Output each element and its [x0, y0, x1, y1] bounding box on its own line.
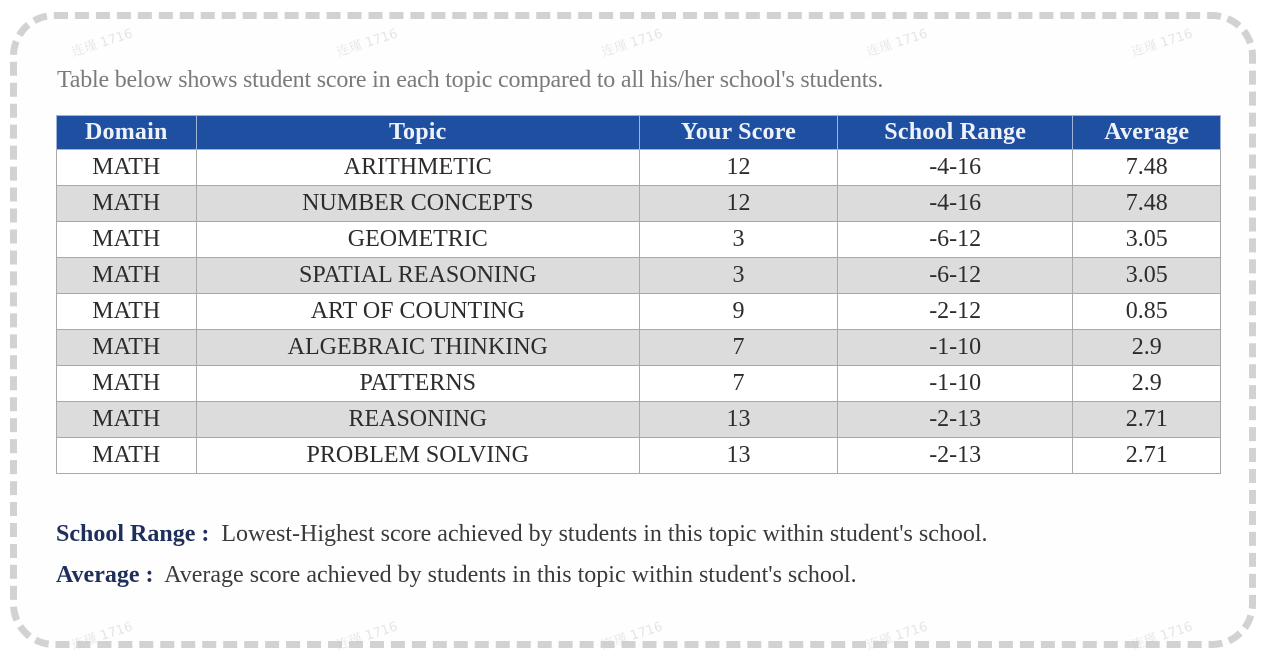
watermark: 连瑾 1716	[599, 619, 665, 654]
cell-domain: MATH	[57, 150, 197, 186]
header-school-range: School Range	[837, 116, 1073, 150]
cell-topic: REASONING	[196, 402, 640, 438]
table-row	[57, 366, 1221, 402]
cell-your-score: 12	[640, 150, 838, 186]
cell-average: 2.71	[1073, 402, 1221, 438]
cell-domain: MATH	[57, 366, 197, 402]
cell-your-score: 3	[640, 222, 838, 258]
watermark: 连瑾 1716	[334, 619, 400, 654]
cell-domain: MATH	[57, 294, 197, 330]
legend-term: Average :	[56, 562, 154, 588]
table-row	[57, 330, 1221, 366]
legend-definition: Lowest-Highest score achieved by students in this topic within student's school.	[221, 521, 988, 547]
cell-average: 3.05	[1073, 258, 1221, 294]
legend-definition: Average score achieved by students in this topic within student's school.	[164, 562, 857, 588]
table-row	[57, 258, 1221, 294]
cell-domain: MATH	[57, 222, 197, 258]
cell-domain: MATH	[57, 402, 197, 438]
cell-school-range: -2-13	[837, 402, 1073, 438]
cell-average: 2.9	[1073, 330, 1221, 366]
cell-school-range: -2-13	[837, 438, 1073, 474]
table-row	[57, 222, 1221, 258]
cell-average: 3.05	[1073, 222, 1221, 258]
header-topic: Topic	[196, 116, 640, 150]
cell-topic: ALGEBRAIC THINKING	[196, 330, 640, 366]
cell-average: 2.9	[1073, 366, 1221, 402]
legend-average	[56, 562, 857, 589]
watermark: 连瑾 1716	[1129, 26, 1195, 61]
cell-your-score: 7	[640, 366, 838, 402]
cell-topic: NUMBER CONCEPTS	[196, 186, 640, 222]
table-row	[57, 186, 1221, 222]
cell-topic: PATTERNS	[196, 366, 640, 402]
table-row	[57, 294, 1221, 330]
cell-school-range: -4-16	[837, 186, 1073, 222]
cell-topic: SPATIAL REASONING	[196, 258, 640, 294]
cell-domain: MATH	[57, 186, 197, 222]
cell-average: 7.48	[1073, 186, 1221, 222]
table-row	[57, 150, 1221, 186]
watermark: 连瑾 1716	[69, 619, 135, 654]
score-table	[56, 115, 1221, 474]
header-domain: Domain	[57, 116, 197, 150]
legend-school-range	[56, 521, 988, 548]
cell-average: 0.85	[1073, 294, 1221, 330]
cell-topic: PROBLEM SOLVING	[196, 438, 640, 474]
watermark: 连瑾 1716	[69, 26, 135, 61]
cell-your-score: 13	[640, 438, 838, 474]
cell-your-score: 13	[640, 402, 838, 438]
watermark: 连瑾 1716	[864, 619, 930, 654]
cell-your-score: 9	[640, 294, 838, 330]
cell-your-score: 7	[640, 330, 838, 366]
cell-school-range: -6-12	[837, 222, 1073, 258]
cell-your-score: 12	[640, 186, 838, 222]
cell-your-score: 3	[640, 258, 838, 294]
watermark: 连瑾 1716	[334, 26, 400, 61]
cell-topic: ART OF COUNTING	[196, 294, 640, 330]
cell-topic: ARITHMETIC	[196, 150, 640, 186]
watermark: 连瑾 1716	[864, 26, 930, 61]
cell-average: 2.71	[1073, 438, 1221, 474]
cell-school-range: -2-12	[837, 294, 1073, 330]
cell-school-range: -4-16	[837, 150, 1073, 186]
legend-term: School Range :	[56, 521, 210, 547]
header-your-score: Your Score	[640, 116, 838, 150]
watermark: 连瑾 1716	[599, 26, 665, 61]
cell-school-range: -1-10	[837, 330, 1073, 366]
cell-topic: GEOMETRIC	[196, 222, 640, 258]
cell-average: 7.48	[1073, 150, 1221, 186]
table-row	[57, 438, 1221, 474]
cell-domain: MATH	[57, 438, 197, 474]
table-header-row	[57, 116, 1221, 150]
cell-domain: MATH	[57, 330, 197, 366]
header-average: Average	[1073, 116, 1221, 150]
cell-domain: MATH	[57, 258, 197, 294]
cell-school-range: -1-10	[837, 366, 1073, 402]
watermark: 连瑾 1716	[1129, 619, 1195, 654]
cell-school-range: -6-12	[837, 258, 1073, 294]
table-description: Table below shows student score in each topic compared to all his/her school's students.	[57, 67, 884, 93]
table-row	[57, 402, 1221, 438]
